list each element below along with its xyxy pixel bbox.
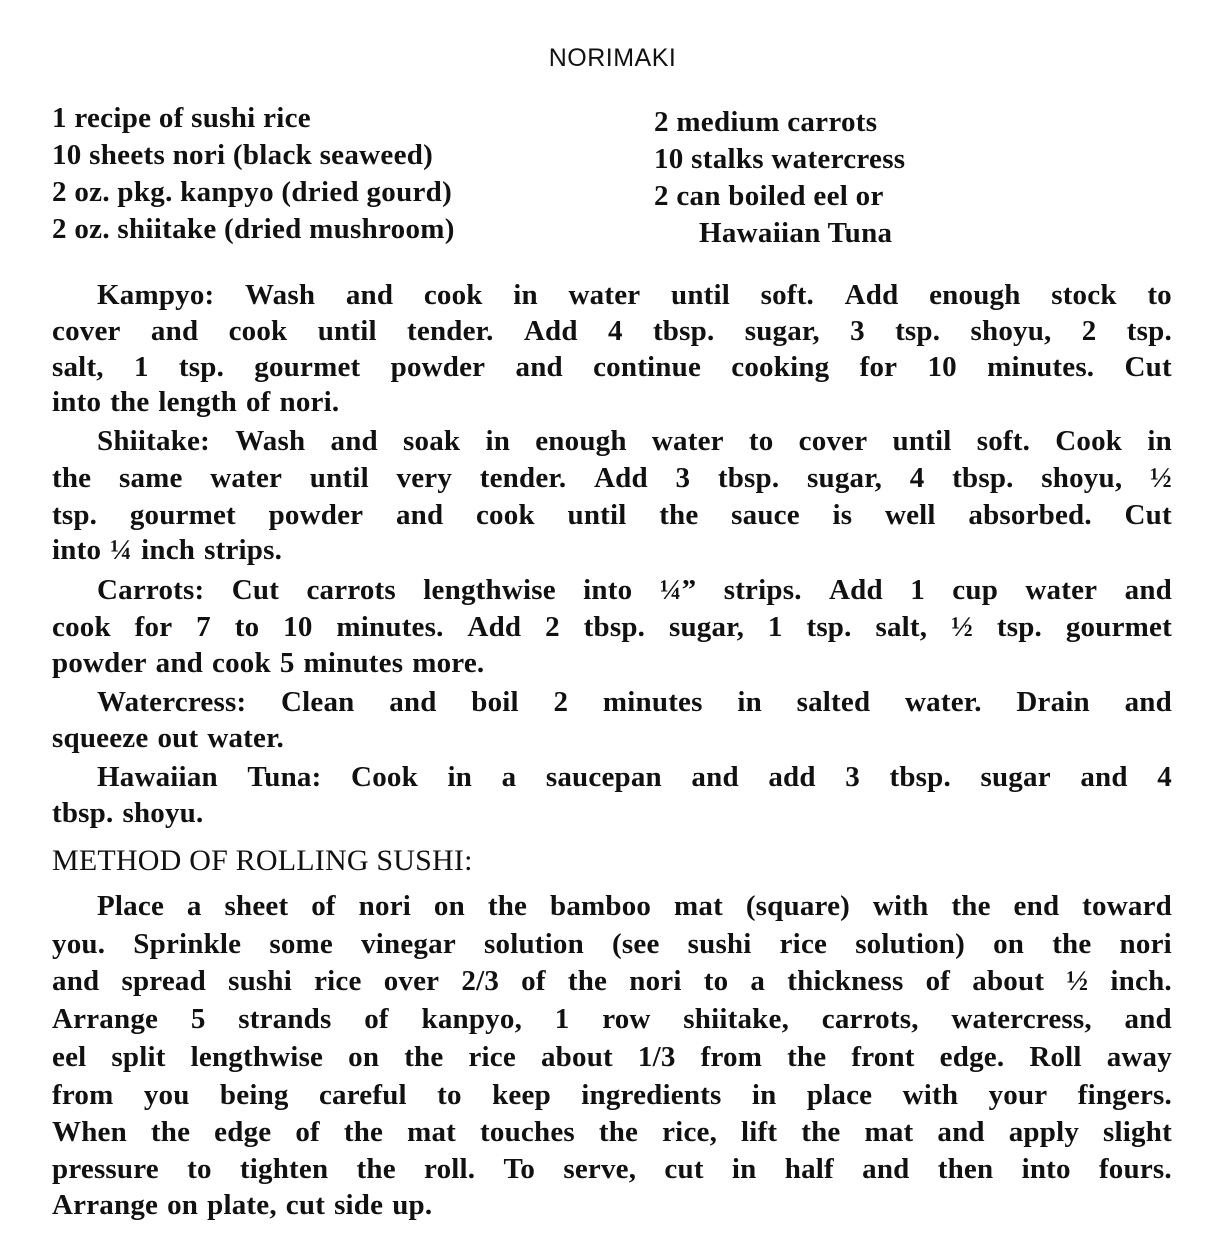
word: for [859, 351, 898, 383]
word: in [731, 1153, 757, 1185]
word: tbsp. [952, 462, 1014, 494]
word: the [567, 965, 608, 997]
word: lengthwise [190, 1041, 324, 1073]
word: tighten [239, 1153, 329, 1185]
text-line [52, 497, 1172, 533]
word: slight [1103, 1116, 1172, 1148]
word: from [52, 1079, 114, 1111]
word: a [750, 965, 766, 997]
word: lengthwise [423, 574, 556, 606]
word: water [568, 279, 641, 311]
text-line [52, 460, 1172, 496]
word: sugar, [744, 315, 820, 347]
word: powder [268, 499, 364, 531]
word: Add [593, 462, 648, 494]
word: 2 [545, 611, 560, 643]
word: tsp. [806, 611, 852, 643]
word: roll. [424, 1153, 476, 1185]
word: gourmet [129, 499, 236, 531]
word: absorbed. [968, 499, 1092, 531]
word: Carrots: [97, 574, 205, 606]
word: carrots [306, 574, 396, 606]
ingredient-item: 10 stalks watercress [654, 143, 906, 175]
word: on [348, 1041, 380, 1073]
word: the [659, 499, 699, 531]
word: touches [480, 1116, 575, 1148]
word: Roll [1029, 1041, 1082, 1073]
text-line [97, 572, 1172, 608]
ingredient-item: 2 oz. pkg. kanpyo (dried gourd) [52, 176, 453, 208]
method-heading: METHOD OF ROLLING SUSHI: [52, 844, 473, 877]
word: minutes. [987, 351, 1095, 383]
word: (see [612, 928, 660, 960]
word: Add [844, 279, 899, 311]
word: To [503, 1153, 536, 1185]
word: boil [471, 686, 519, 718]
word: plate, [207, 1189, 277, 1221]
word: for [134, 611, 173, 643]
word: cook [475, 499, 535, 531]
word: solution [484, 928, 584, 960]
word: of [364, 1003, 389, 1035]
word: tsp. [1126, 315, 1172, 347]
word: and [515, 351, 563, 383]
text-line [97, 888, 1172, 924]
word: bamboo [550, 890, 652, 922]
word: until [670, 279, 731, 311]
word: tbsp. [52, 797, 114, 829]
word: sushi [228, 965, 292, 997]
word: edge [214, 1116, 272, 1148]
word: 1 [554, 1003, 570, 1035]
word: Cook [1055, 425, 1123, 457]
word: ½ [951, 611, 974, 643]
ingredient-item: 2 medium carrots [654, 106, 878, 138]
word: into [1021, 1153, 1071, 1185]
word: water. [207, 722, 284, 754]
word: minutes [602, 686, 703, 718]
word: powder [390, 351, 486, 383]
text-line [97, 423, 1172, 459]
word: and [395, 499, 444, 531]
word: cut [285, 1189, 326, 1221]
word: cover [798, 425, 868, 457]
word: tsp. [178, 351, 225, 383]
word: sheet [224, 890, 289, 922]
word: 2/3 [461, 965, 500, 997]
word: fours. [1098, 1153, 1172, 1185]
word: water. [905, 686, 982, 718]
word: Clean [281, 686, 355, 718]
word: 2 [553, 686, 569, 718]
word: enough [929, 279, 1021, 311]
word: soft. [760, 279, 815, 311]
word: some [269, 928, 333, 960]
word: and [691, 761, 739, 793]
word: fingers. [1077, 1079, 1172, 1111]
word: powder [52, 647, 147, 679]
word: 10 [283, 611, 313, 643]
word: and [1124, 574, 1172, 606]
text-line [52, 384, 1172, 420]
word: and [937, 1116, 985, 1148]
word: ¼” [659, 574, 697, 606]
word: from [700, 1041, 763, 1073]
word: shiitake, [683, 1003, 790, 1035]
word: sugar, [807, 462, 883, 494]
word: cook [228, 315, 288, 347]
word: and [389, 686, 437, 718]
word: solution) [855, 928, 965, 960]
word: with [872, 890, 929, 922]
word: on [433, 890, 465, 922]
word: shoyu, [1041, 462, 1123, 494]
word: 1 [910, 574, 925, 606]
word: in [737, 686, 762, 718]
word: ½ [1066, 965, 1089, 997]
text-line [97, 759, 1172, 795]
word: enough [535, 425, 627, 457]
word: cook [52, 611, 111, 643]
word: and [155, 647, 204, 679]
word: into [583, 574, 633, 606]
word: ¼ [110, 534, 133, 566]
word: Add [467, 611, 522, 643]
word: Cut [231, 574, 280, 606]
word: carrots, [821, 1003, 919, 1035]
word: 2 [1081, 315, 1097, 347]
word: being [219, 1079, 289, 1111]
ingredient-item: 2 oz. shiitake (dried mushroom) [52, 213, 455, 245]
ingredient-item: 2 can boiled eel or [654, 180, 884, 212]
word: tender. [407, 315, 494, 347]
word: squeeze [52, 722, 149, 754]
word: to [703, 965, 729, 997]
word: the [787, 1041, 827, 1073]
word: about [972, 965, 1045, 997]
word: 1 [133, 351, 149, 383]
word: tbsp. [652, 315, 715, 347]
word: edge. [939, 1041, 1005, 1073]
word: Arrange [52, 1003, 159, 1035]
word: until [567, 499, 627, 531]
word: Cut [1124, 499, 1172, 531]
text-line [52, 1114, 1172, 1150]
word: salt, [52, 351, 104, 383]
word: eel [52, 1041, 87, 1073]
word: in [447, 761, 473, 793]
word: and [1124, 686, 1172, 718]
text-line [52, 720, 1172, 756]
word: rice, [662, 1116, 718, 1148]
word: serve, [563, 1153, 637, 1185]
word: strips. [204, 534, 283, 566]
word: sugar, [668, 611, 745, 643]
word: 4 [1157, 761, 1172, 793]
word: Add [829, 574, 883, 606]
word: the [487, 890, 528, 922]
word: minutes. [336, 611, 444, 643]
word: add [768, 761, 816, 793]
ingredient-item: 10 sheets nori (black seaweed) [52, 139, 434, 171]
word: Arrange [52, 1189, 159, 1221]
word: of [295, 1116, 320, 1148]
word: inch [141, 534, 196, 566]
word: tsp. [52, 499, 98, 531]
word: lift [741, 1116, 778, 1148]
word: nori [629, 965, 682, 997]
word: gourmet [254, 351, 361, 383]
word: in [485, 425, 511, 457]
word: apply [1008, 1116, 1080, 1148]
word: Wash [235, 425, 306, 457]
word: same [118, 462, 183, 494]
word: water [1025, 574, 1098, 606]
word: you. [52, 928, 106, 960]
text-line [52, 645, 1172, 681]
word: salt, [875, 611, 928, 643]
word: stock [1051, 279, 1117, 311]
word: until [317, 315, 377, 347]
word: rice [314, 965, 362, 997]
word: the [150, 1116, 191, 1148]
word: and [150, 315, 199, 347]
word: of [521, 965, 546, 997]
word: of [245, 386, 271, 418]
text-line [52, 1001, 1172, 1037]
word: about [540, 1041, 613, 1073]
word: rice [779, 928, 828, 960]
word: out [157, 722, 199, 754]
word: and [1080, 761, 1128, 793]
word: gourmet [1065, 611, 1172, 643]
word: ½ [1149, 462, 1172, 494]
recipe-title: NORIMAKI [548, 44, 677, 72]
word: into [52, 386, 102, 418]
word: 5 [190, 1003, 206, 1035]
word: saucepan [545, 761, 662, 793]
word: then [937, 1153, 994, 1185]
word: Cook [351, 761, 418, 793]
word: Cut [1124, 351, 1172, 383]
text-line [52, 926, 1172, 962]
word: Add [523, 315, 578, 347]
word: careful [318, 1079, 407, 1111]
word: the [1052, 928, 1092, 960]
word: Shiitake: [97, 425, 210, 457]
word: 10 [927, 351, 957, 383]
word: Wash [245, 279, 316, 311]
word: Kampyo: [97, 279, 215, 311]
word: strips. [723, 574, 802, 606]
word: is [832, 499, 853, 531]
word: of [311, 890, 336, 922]
word: mat [674, 890, 723, 922]
word: in [751, 1079, 777, 1111]
text-line [52, 1187, 1172, 1223]
word: the [801, 1116, 841, 1148]
word: mat [407, 1116, 457, 1148]
word: water [210, 462, 283, 494]
word: and [345, 279, 394, 311]
text-line [52, 609, 1172, 645]
word: minutes [303, 647, 404, 679]
word: a [501, 761, 517, 793]
word: to [234, 611, 260, 643]
word: the [343, 1116, 384, 1148]
word: inch. [1110, 965, 1172, 997]
word: 4 [607, 315, 623, 347]
word: Drain [1016, 686, 1090, 718]
word: nori [1119, 928, 1172, 960]
word: more. [412, 647, 485, 679]
word: rice [468, 1041, 516, 1073]
word: tsp. [996, 611, 1042, 643]
word: the [356, 1153, 396, 1185]
word: the [598, 1116, 639, 1148]
word: to [748, 425, 774, 457]
word: 1/3 [637, 1041, 676, 1073]
word: until [309, 462, 369, 494]
word: row [602, 1003, 651, 1035]
word: the [404, 1041, 444, 1073]
word: half [784, 1153, 834, 1185]
word: Tuna: [247, 761, 322, 793]
word: Watercress: [97, 686, 247, 718]
text-line [97, 684, 1172, 720]
word: soft. [976, 425, 1031, 457]
word: kanpyo, [421, 1003, 523, 1035]
word: tsp. [895, 315, 941, 347]
word: end [1013, 890, 1060, 922]
ingredients-right-column [654, 104, 905, 252]
word: When [52, 1116, 127, 1148]
text-line [52, 1039, 1172, 1075]
word: to [187, 1153, 212, 1185]
word: away [1106, 1041, 1172, 1073]
word: the [951, 890, 991, 922]
word: mat [864, 1116, 914, 1148]
ingredient-item: 1 recipe of sushi rice [52, 102, 311, 134]
word: cup [952, 574, 999, 606]
text-line [52, 532, 1172, 568]
ingredients-left-column [52, 100, 455, 248]
word: cooking [731, 351, 830, 383]
word: tbsp. [583, 611, 646, 643]
word: 3 [850, 315, 865, 347]
word: 7 [196, 611, 211, 643]
word: vinegar [361, 928, 456, 960]
word: thickness [787, 965, 904, 997]
word: tbsp. [889, 761, 951, 793]
word: split [111, 1041, 166, 1073]
word: in [1147, 425, 1172, 457]
word: nori. [279, 386, 340, 418]
word: Sprinkle [133, 928, 242, 960]
word: on [993, 928, 1025, 960]
word: 3 [675, 462, 691, 494]
word: keep [492, 1079, 551, 1111]
word: up. [392, 1189, 433, 1221]
word: on [167, 1189, 199, 1221]
word: cut [664, 1153, 704, 1185]
word: and [862, 1153, 910, 1185]
word: cook [212, 647, 271, 679]
word: Place [97, 890, 165, 922]
word: 4 [909, 462, 925, 494]
word: and [52, 965, 100, 997]
word: a [186, 890, 202, 922]
text-line [52, 795, 1172, 831]
word: in [513, 279, 538, 311]
word: tbsp. [717, 462, 780, 494]
word: water [651, 425, 724, 457]
text-line [97, 277, 1172, 313]
text-line [52, 1077, 1172, 1113]
text-line [52, 349, 1172, 385]
word: salted [796, 686, 871, 718]
word: nori [358, 890, 412, 922]
word: very [396, 462, 453, 494]
word: to [1147, 279, 1172, 311]
word: (square) [745, 890, 851, 922]
word: the [52, 462, 92, 494]
word: 3 [845, 761, 860, 793]
text-line [52, 313, 1172, 349]
word: the [110, 386, 150, 418]
word: well [884, 499, 936, 531]
word: watercress, [951, 1003, 1092, 1035]
text-line [52, 963, 1172, 999]
word: 1 [767, 611, 783, 643]
word: of [925, 965, 951, 997]
word: pressure [52, 1153, 159, 1185]
word: toward [1082, 890, 1172, 922]
word: 5 [279, 647, 295, 679]
word: you [143, 1079, 190, 1111]
word: Hawaiian [97, 761, 218, 793]
word: continue [593, 351, 702, 383]
word: over [383, 965, 440, 997]
word: shoyu. [122, 797, 204, 829]
word: front [851, 1041, 915, 1073]
word: shoyu, [970, 315, 1052, 347]
word: and [1124, 1003, 1172, 1035]
word: tender. [479, 462, 567, 494]
word: cook [423, 279, 483, 311]
word: spread [121, 965, 206, 997]
word: your [988, 1079, 1048, 1111]
word: and [330, 425, 378, 457]
word: sugar [980, 761, 1051, 793]
word: with [902, 1079, 959, 1111]
text-line [52, 1151, 1172, 1187]
word: sushi [687, 928, 752, 960]
word: cover [52, 315, 121, 347]
word: sauce [731, 499, 800, 531]
word: length [158, 386, 237, 418]
ingredient-item: Hawaiian Tuna [699, 217, 893, 249]
word: ingredients [581, 1079, 722, 1111]
word: strands [238, 1003, 332, 1035]
word: until [892, 425, 952, 457]
word: to [437, 1079, 462, 1111]
word: into [52, 534, 102, 566]
word: place [806, 1079, 873, 1111]
word: side [334, 1189, 384, 1221]
word: soak [403, 425, 461, 457]
